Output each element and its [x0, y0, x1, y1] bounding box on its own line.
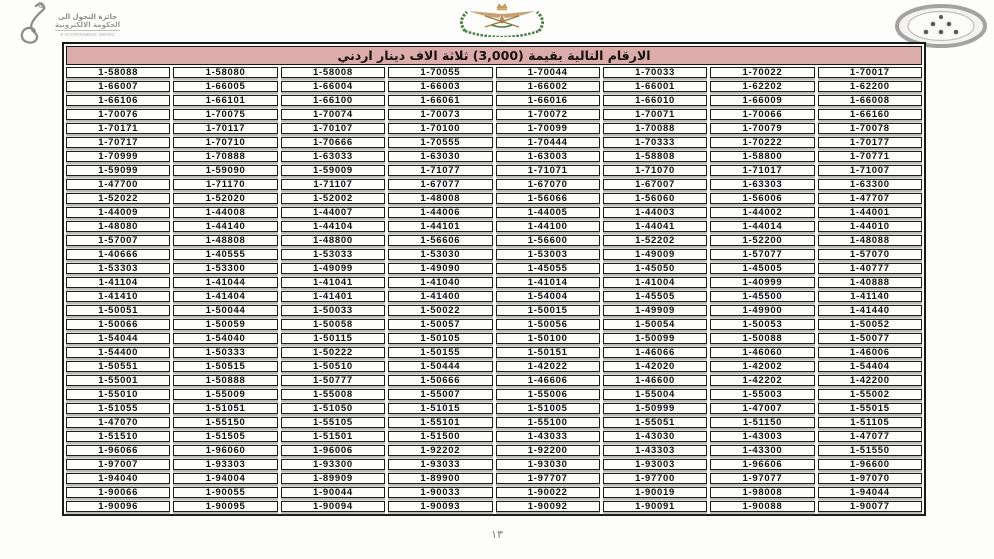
prize-number-cell: 1-51050	[281, 403, 385, 414]
prize-number-cell: 1-52202	[603, 235, 707, 246]
prize-number-cell: 1-57007	[66, 235, 170, 246]
prize-number-cell: 1-50088	[710, 333, 814, 344]
prize-number-cell: 1-90091	[603, 501, 707, 512]
prize-number-cell: 1-70072	[496, 109, 600, 120]
prize-number-cell: 1-63003	[496, 151, 600, 162]
prize-number-cell: 1-70033	[603, 67, 707, 78]
prize-number-cell: 1-90096	[66, 501, 170, 512]
prize-number-cell: 1-96006	[281, 445, 385, 456]
prize-number-cell: 1-58808	[603, 151, 707, 162]
prize-number-cell: 1-70066	[710, 109, 814, 120]
prize-number-cell: 1-46606	[496, 375, 600, 386]
prize-number-cell: 1-70333	[603, 137, 707, 148]
prize-number-cell: 1-40888	[818, 277, 922, 288]
prize-number-cell: 1-63030	[388, 151, 492, 162]
prize-number-cell: 1-47077	[818, 431, 922, 442]
prize-number-cell: 1-42020	[603, 361, 707, 372]
prize-number-cell: 1-51550	[818, 445, 922, 456]
prize-number-cell: 1-55008	[281, 389, 385, 400]
prize-number-cell: 1-66007	[66, 81, 170, 92]
prize-number-cell: 1-53303	[66, 263, 170, 274]
prize-number-cell: 1-90095	[173, 501, 277, 512]
prize-number-cell: 1-96600	[818, 459, 922, 470]
prize-number-cell: 1-71107	[281, 179, 385, 190]
prize-number-cell: 1-62200	[818, 81, 922, 92]
prize-number-cell: 1-97070	[818, 473, 922, 484]
prize-number-cell: 1-70117	[173, 123, 277, 134]
prize-number-cell: 1-50222	[281, 347, 385, 358]
prize-number-cell: 1-41404	[173, 291, 277, 302]
prize-number-cell: 1-41401	[281, 291, 385, 302]
prize-number-cell: 1-44005	[496, 207, 600, 218]
prize-number-cell: 1-42202	[710, 375, 814, 386]
prize-number-cell: 1-47707	[818, 193, 922, 204]
prize-number-cell: 1-49090	[388, 263, 492, 274]
award-logo-line1: جائزة التحول الى	[57, 12, 118, 21]
prize-number-cell: 1-54004	[496, 291, 600, 302]
prize-number-cell: 1-71071	[496, 165, 600, 176]
prize-number-cell: 1-70177	[818, 137, 922, 148]
prize-number-cell: 1-51500	[388, 431, 492, 442]
prize-number-cell: 1-47700	[66, 179, 170, 190]
prize-number-cell: 1-43303	[603, 445, 707, 456]
prize-number-cell: 1-41014	[496, 277, 600, 288]
prize-number-cell: 1-51150	[710, 417, 814, 428]
prize-number-cell: 1-97700	[603, 473, 707, 484]
prize-number-cell: 1-66010	[603, 95, 707, 106]
prize-table	[62, 42, 926, 516]
prize-number-cell: 1-71007	[818, 165, 922, 176]
prize-number-cell: 1-66016	[496, 95, 600, 106]
prize-number-cell: 1-55105	[281, 417, 385, 428]
prize-number-cell: 1-49909	[603, 305, 707, 316]
prize-number-cell: 1-51055	[66, 403, 170, 414]
prize-number-cell: 1-93030	[496, 459, 600, 470]
prize-number-cell: 1-48088	[818, 235, 922, 246]
prize-number-cell: 1-44009	[66, 207, 170, 218]
prize-number-cell: 1-55009	[173, 389, 277, 400]
prize-number-cell: 1-44104	[281, 221, 385, 232]
prize-number-cell: 1-70717	[66, 137, 170, 148]
prize-number-cell: 1-93033	[388, 459, 492, 470]
prize-number-cell: 1-44100	[496, 221, 600, 232]
prize-number-cell: 1-67077	[388, 179, 492, 190]
prize-number-cell: 1-46066	[603, 347, 707, 358]
prize-number-cell: 1-89909	[281, 473, 385, 484]
prize-number-cell: 1-53003	[496, 249, 600, 260]
prize-number-cell: 1-55007	[388, 389, 492, 400]
prize-number-cell: 1-59090	[173, 165, 277, 176]
prize-number-cell: 1-90044	[281, 487, 385, 498]
prize-number-cell: 1-50155	[388, 347, 492, 358]
prize-table-header	[66, 46, 922, 65]
prize-number-cell: 1-50053	[710, 319, 814, 330]
prize-number-cell: 1-48008	[388, 193, 492, 204]
swan-calligraphy-icon	[14, 1, 52, 50]
prize-number-cell: 1-50057	[388, 319, 492, 330]
prize-number-cell: 1-49900	[710, 305, 814, 316]
prize-number-cell: 1-92200	[496, 445, 600, 456]
prize-number-cell: 1-66005	[173, 81, 277, 92]
prize-number-cell: 1-52020	[173, 193, 277, 204]
prize-number-cell: 1-50999	[603, 403, 707, 414]
prize-number-cell: 1-50551	[66, 361, 170, 372]
prize-number-cell: 1-53033	[281, 249, 385, 260]
prize-number-cell: 1-93003	[603, 459, 707, 470]
prize-number-cell: 1-66004	[281, 81, 385, 92]
prize-number-cell: 1-44140	[173, 221, 277, 232]
prize-number-cell: 1-59099	[66, 165, 170, 176]
prize-number-cell: 1-70099	[496, 123, 600, 134]
prize-number-cell: 1-42002	[710, 361, 814, 372]
award-logo-line2: الحكومة الالكترونية	[55, 20, 121, 29]
prize-number-cell: 1-58800	[710, 151, 814, 162]
prize-number-cell: 1-71170	[173, 179, 277, 190]
prize-number-cell: 1-94004	[173, 473, 277, 484]
prize-number-cell: 1-55150	[173, 417, 277, 428]
prize-number-cell: 1-51505	[173, 431, 277, 442]
prize-number-cell: 1-41140	[818, 291, 922, 302]
prize-number-cell: 1-40777	[818, 263, 922, 274]
prize-number-cell: 1-70107	[281, 123, 385, 134]
page-number: ١٣	[491, 528, 503, 541]
prize-number-cell: 1-58080	[173, 67, 277, 78]
prize-number-cell: 1-55100	[496, 417, 600, 428]
prize-number-cell: 1-50777	[281, 375, 385, 386]
prize-number-cell: 1-71077	[388, 165, 492, 176]
prize-number-cell: 1-90033	[388, 487, 492, 498]
prize-number-cell: 1-56006	[710, 193, 814, 204]
prize-number-cell: 1-66101	[173, 95, 277, 106]
prize-number-cell: 1-50058	[281, 319, 385, 330]
prize-number-cell: 1-50333	[173, 347, 277, 358]
prize-number-cell: 1-70088	[603, 123, 707, 134]
prize-number-cell: 1-51510	[66, 431, 170, 442]
prize-number-cell: 1-55003	[710, 389, 814, 400]
prize-number-cell: 1-49009	[603, 249, 707, 260]
prize-number-cell: 1-41041	[281, 277, 385, 288]
prize-number-cell: 1-43003	[710, 431, 814, 442]
prize-number-cell: 1-63303	[710, 179, 814, 190]
prize-number-cell: 1-70073	[388, 109, 492, 120]
prize-number-cell: 1-56066	[496, 193, 600, 204]
prize-number-cell: 1-50056	[496, 319, 600, 330]
prize-number-cell: 1-50052	[818, 319, 922, 330]
prize-number-cell: 1-40999	[710, 277, 814, 288]
prize-number-cell: 1-55015	[818, 403, 922, 414]
prize-number-cell: 1-50066	[66, 319, 170, 330]
prize-number-cell: 1-51015	[388, 403, 492, 414]
prize-number-cell: 1-70710	[173, 137, 277, 148]
prize-table-title: الارقام التالية بقيمة (3,000) ثلاثة الاف دينار اردني	[337, 47, 651, 64]
prize-number-cell: 1-44041	[603, 221, 707, 232]
prize-number-cell: 1-50105	[388, 333, 492, 344]
prize-number-cell: 1-94040	[66, 473, 170, 484]
prize-number-cell: 1-40555	[173, 249, 277, 260]
prize-number-cell: 1-71017	[710, 165, 814, 176]
prize-number-cell: 1-44007	[281, 207, 385, 218]
prize-number-cell: 1-50515	[173, 361, 277, 372]
prize-number-cell: 1-70444	[496, 137, 600, 148]
prize-number-cell: 1-90093	[388, 501, 492, 512]
prize-number-cell: 1-50151	[496, 347, 600, 358]
prize-number-cell: 1-44101	[388, 221, 492, 232]
prize-number-cell: 1-45500	[710, 291, 814, 302]
award-logo-caption	[55, 13, 120, 38]
prize-number-cell: 1-46006	[818, 347, 922, 358]
prize-number-cell: 1-70078	[818, 123, 922, 134]
prize-number-cell: 1-55101	[388, 417, 492, 428]
prize-number-cell: 1-70074	[281, 109, 385, 120]
prize-number-cell: 1-66106	[66, 95, 170, 106]
prize-number-cell: 1-56606	[388, 235, 492, 246]
prize-number-cell: 1-44008	[173, 207, 277, 218]
prize-number-cell: 1-55051	[603, 417, 707, 428]
prize-number-cell: 1-96066	[66, 445, 170, 456]
prize-number-cell: 1-44014	[710, 221, 814, 232]
prize-number-cell: 1-70055	[388, 67, 492, 78]
prize-number-cell: 1-70555	[388, 137, 492, 148]
prize-number-cell: 1-50510	[281, 361, 385, 372]
award-logo-line3: E-GOVERNMENT AWARD	[55, 30, 120, 38]
prize-number-cell: 1-93300	[281, 459, 385, 470]
prize-number-cell: 1-54404	[818, 361, 922, 372]
prize-number-cell: 1-66008	[818, 95, 922, 106]
prize-number-cell: 1-70888	[173, 151, 277, 162]
prize-number-cell: 1-66002	[496, 81, 600, 92]
prize-number-cell: 1-50444	[388, 361, 492, 372]
prize-number-cell: 1-70222	[710, 137, 814, 148]
prize-number-cell: 1-57070	[818, 249, 922, 260]
prize-number-cell: 1-63033	[281, 151, 385, 162]
prize-number-cell: 1-45505	[603, 291, 707, 302]
prize-number-cell: 1-55004	[603, 389, 707, 400]
prize-number-cell: 1-90066	[66, 487, 170, 498]
prize-number-cell: 1-42022	[496, 361, 600, 372]
prize-number-cell: 1-55010	[66, 389, 170, 400]
prize-number-cell: 1-55001	[66, 375, 170, 386]
prize-number-cell: 1-97077	[710, 473, 814, 484]
prize-number-cell: 1-70044	[496, 67, 600, 78]
prize-number-cell: 1-44002	[710, 207, 814, 218]
prize-number-cell: 1-49099	[281, 263, 385, 274]
prize-number-cell: 1-47007	[710, 403, 814, 414]
prize-number-cell: 1-66001	[603, 81, 707, 92]
prize-number-cell: 1-70666	[281, 137, 385, 148]
prize-number-cell: 1-47070	[66, 417, 170, 428]
prize-number-cell: 1-45005	[710, 263, 814, 274]
prize-number-cell: 1-50666	[388, 375, 492, 386]
prize-number-cell: 1-96060	[173, 445, 277, 456]
prize-number-cell: 1-41104	[66, 277, 170, 288]
prize-number-cell: 1-90094	[281, 501, 385, 512]
prize-number-cell: 1-44006	[388, 207, 492, 218]
prize-number-cell: 1-43030	[603, 431, 707, 442]
prize-number-cell: 1-63300	[818, 179, 922, 190]
prize-number-cell: 1-48808	[173, 235, 277, 246]
prize-number-cell: 1-40666	[66, 249, 170, 260]
prize-number-cell: 1-54044	[66, 333, 170, 344]
prize-number-cell: 1-52002	[281, 193, 385, 204]
prize-number-cell: 1-56060	[603, 193, 707, 204]
prize-number-cell: 1-70076	[66, 109, 170, 120]
prize-number-cell: 1-52022	[66, 193, 170, 204]
prize-number-cell: 1-50077	[818, 333, 922, 344]
prize-number-cell: 1-96606	[710, 459, 814, 470]
prize-number-cell: 1-41400	[388, 291, 492, 302]
prize-number-cell: 1-58008	[281, 67, 385, 78]
prize-number-cell: 1-51051	[173, 403, 277, 414]
prize-number-cell: 1-51005	[496, 403, 600, 414]
prize-number-cell: 1-67007	[603, 179, 707, 190]
prize-number-cell: 1-41044	[173, 277, 277, 288]
prize-number-cell: 1-44010	[818, 221, 922, 232]
prize-number-cell: 1-66003	[388, 81, 492, 92]
prize-number-cell: 1-56600	[496, 235, 600, 246]
prize-number-cell: 1-66100	[281, 95, 385, 106]
prize-number-cell: 1-44001	[818, 207, 922, 218]
prize-number-cell: 1-66009	[710, 95, 814, 106]
prize-number-cell: 1-50033	[281, 305, 385, 316]
prize-number-cell: 1-50059	[173, 319, 277, 330]
prize-number-cell: 1-44003	[603, 207, 707, 218]
prize-number-cell: 1-93303	[173, 459, 277, 470]
prize-number-cell: 1-41004	[603, 277, 707, 288]
prize-number-cell: 1-90077	[818, 501, 922, 512]
prize-number-cell: 1-43300	[710, 445, 814, 456]
prize-number-cell: 1-51105	[818, 417, 922, 428]
prize-number-cell: 1-53300	[173, 263, 277, 274]
prize-number-cell: 1-59009	[281, 165, 385, 176]
prize-number-cell: 1-90092	[496, 501, 600, 512]
prize-number-cell: 1-57077	[710, 249, 814, 260]
prize-number-cell: 1-53030	[388, 249, 492, 260]
public-security-directorate-emblem	[447, 1, 557, 43]
prize-number-cell: 1-50015	[496, 305, 600, 316]
prize-number-cell: 1-62202	[710, 81, 814, 92]
prize-number-cell: 1-97707	[496, 473, 600, 484]
prize-number-cell: 1-50044	[173, 305, 277, 316]
prize-number-cell: 1-92202	[388, 445, 492, 456]
prize-number-cell: 1-50022	[388, 305, 492, 316]
prize-number-cell: 1-50100	[496, 333, 600, 344]
prize-number-cell: 1-50888	[173, 375, 277, 386]
emblem-graphic	[447, 1, 557, 37]
prize-number-cell: 1-66061	[388, 95, 492, 106]
prize-number-cell: 1-51501	[281, 431, 385, 442]
prize-number-cell: 1-46600	[603, 375, 707, 386]
prize-number-cell: 1-58088	[66, 67, 170, 78]
prize-number-cell: 1-70079	[710, 123, 814, 134]
prize-number-cell: 1-41410	[66, 291, 170, 302]
prize-number-cell: 1-41040	[388, 277, 492, 288]
prize-number-cell: 1-70771	[818, 151, 922, 162]
prize-number-cell: 1-66160	[818, 109, 922, 120]
prize-number-cell: 1-90019	[603, 487, 707, 498]
prize-number-cell: 1-45055	[496, 263, 600, 274]
prize-number-cell: 1-94044	[818, 487, 922, 498]
prize-number-cell: 1-54400	[66, 347, 170, 358]
prize-number-cell: 1-97007	[66, 459, 170, 470]
prize-number-cell: 1-70022	[710, 67, 814, 78]
prize-number-cell: 1-90055	[173, 487, 277, 498]
prize-number-cell: 1-48080	[66, 221, 170, 232]
prize-number-cell: 1-89900	[388, 473, 492, 484]
prize-number-cell: 1-46060	[710, 347, 814, 358]
prize-number-cell: 1-70071	[603, 109, 707, 120]
prize-number-cell: 1-67070	[496, 179, 600, 190]
prize-number-cell: 1-41440	[818, 305, 922, 316]
prize-number-cell: 1-54040	[173, 333, 277, 344]
prize-number-cell: 1-45050	[603, 263, 707, 274]
prize-number-cell: 1-52200	[710, 235, 814, 246]
prize-number-cell: 1-70999	[66, 151, 170, 162]
prize-number-cell: 1-90022	[496, 487, 600, 498]
prize-number-cell: 1-50054	[603, 319, 707, 330]
prize-number-cell: 1-70075	[173, 109, 277, 120]
prize-number-cell: 1-48800	[281, 235, 385, 246]
prize-number-cell: 1-90088	[710, 501, 814, 512]
prize-number-cell: 1-55002	[818, 389, 922, 400]
prize-number-cell: 1-55006	[496, 389, 600, 400]
prize-number-cell: 1-70100	[388, 123, 492, 134]
prize-number-cell: 1-42200	[818, 375, 922, 386]
prize-number-cell: 1-70171	[66, 123, 170, 134]
numbers-grid	[66, 67, 922, 512]
prize-number-cell: 1-50099	[603, 333, 707, 344]
prize-number-cell: 1-70017	[818, 67, 922, 78]
prize-number-cell: 1-71070	[603, 165, 707, 176]
prize-number-cell: 1-43033	[496, 431, 600, 442]
prize-number-cell: 1-98008	[710, 487, 814, 498]
prize-number-cell: 1-50115	[281, 333, 385, 344]
prize-number-cell: 1-50051	[66, 305, 170, 316]
